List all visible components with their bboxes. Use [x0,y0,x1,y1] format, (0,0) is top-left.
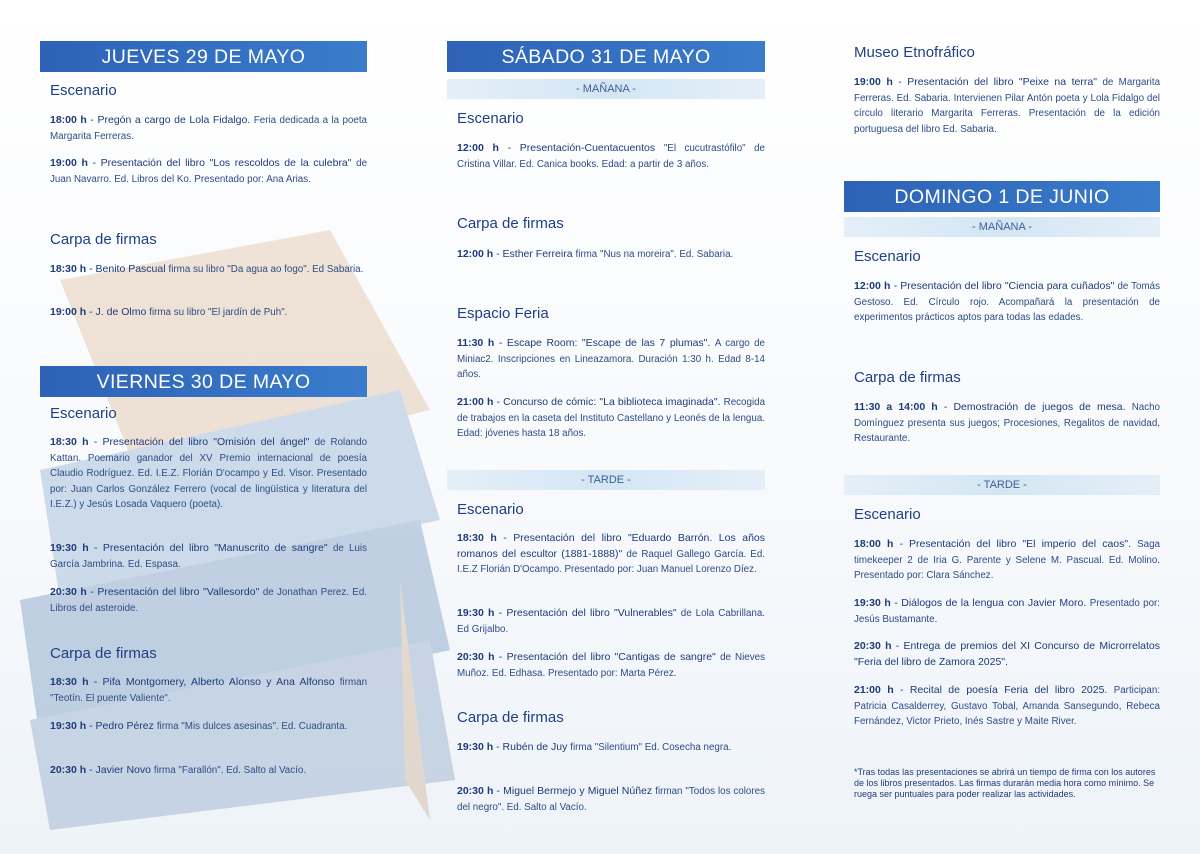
section-title-signing: Carpa de firmas [457,709,564,726]
event-entry: 20:30 h - Miguel Bermejo y Miguel Núñez firman "Todos los colores del negro". Ed. Salto al Vacío. [457,785,765,813]
event-entry: 20:30 h - Entrega de premios del XI Concurso de Microrrelatos "Feria del libro de Zamora 2025". [854,640,1161,668]
event-entry: 21:00 h - Concurso de cómic: "La biblioteca imaginada". Recogida de trabajos en la caseta del Instituto Castellano y Leonés de la lengua. Edad: jóvenes hasta 18 años. [457,396,766,439]
event-entry: 18:30 h - Benito Pascual firma su libro "Da agua ao fogo". Ed Sabaria. [50,263,364,275]
event-entry: 18:30 h - Pifa Montgomery, Alberto Alonso y Ana Alfonso firman "Teotín. El puente Valiente". [50,676,368,704]
event-entry: 19:30 h - Rubén de Juy firma "Silentium" Ed. Cosecha negra. [457,741,732,753]
day-header-sunday: DOMINGO 1 DE JUNIO [844,181,1160,212]
section-title-signing: Carpa de firmas [50,645,157,662]
afternoon-band: - TARDE - [844,475,1160,495]
event-entry: 12:00 h - Presentación-Cuentacuentos "El cucutrastófilo" de Cristina Villar. Ed. Canica books. Edad: a partir de 3 años. [457,142,766,170]
section-title-stage: Escenario [854,506,921,523]
event-entry: 20:30 h - Javier Novo firma "Farallón". Ed. Salto al Vacío. [50,764,307,776]
event-entry: 18:30 h - Presentación del libro "Omisión del ángel" de Rolando Kattan. Poemario ganador del XV Premio internacional de poesía Claudio Rodríguez. Ed. I.E.Z. Florián D'ocampo y Ed. Visor. Presentado por: Juan Carlos González Ferrero (vocal de lingüística y literatura del I.E.Z.) y Jesús Losada Vaquero (poeta). [50,436,368,510]
event-entry: 19:00 h - Presentación del libro "Los rescoldos de la culebra" de Juan Navarro. Ed. Libros del Ko. Presentado por: Ana Arias. [50,157,368,185]
morning-band: - MAÑANA - [447,79,765,99]
day-header-thursday: JUEVES 29 DE MAYO [40,41,367,72]
day-header-saturday: SÁBADO 31 DE MAYO [447,41,765,72]
event-entry: 19:30 h - Pedro Pérez firma "Mis dulces asesinas". Ed. Cuadranta. [50,720,348,732]
event-entry: 12:00 h - Presentación del libro "Ciencia para cuñados" de Tomás Gestoso. Ed. Círculo rojo. Acompañará la presentación de experimentos prácticos aptos para todas las edades. [854,280,1160,323]
event-entry: 19:00 h - J. de Olmo firma su libro "El jardín de Puh". [50,306,288,318]
event-entry: 12:00 h - Esther Ferreira firma "Nus na moreira". Ed. Sabaria. [457,248,734,260]
event-entry: 20:30 h - Presentación del libro "Cantigas de sangre" de Nieves Muñoz. Ed. Edhasa. Presentado por: Marta Pérez. [457,651,765,679]
event-entry: 20:30 h - Presentación del libro "Vallesordo" de Jonathan Perez. Ed. Libros del asteroide. [50,586,367,614]
section-title-fair: Espacio Feria [457,305,549,322]
event-entry: 11:30 a 14:00 h - Demostración de juegos de mesa. Nacho Domínguez presenta sus juegos; Procesiones, Regalitos de navidad, Restaurante. [854,401,1161,444]
event-entry: 21:00 h - Recital de poesía Feria del libro 2025. Participan: Patricia Casalderrey, Gustavo Tobal, Amanda Sansegundo, Rebeca Fernández, Victor Prieto, Inés Sastre y Maite River. [854,684,1160,727]
section-title-stage: Escenario [457,110,524,127]
section-title-signing: Carpa de firmas [50,231,157,248]
section-title-signing: Carpa de firmas [854,369,961,386]
section-title-stage: Escenario [457,501,524,518]
event-entry: 18:00 h - Pregón a cargo de Lola Fidalgo. Feria dedicada a la poeta Margarita Ferreras. [50,114,367,142]
event-entry: 19:30 h - Presentación del libro "Vulnerables" de Lola Cabrillana. Ed Grijalbo. [457,607,766,635]
section-title-stage: Escenario [50,405,117,422]
afternoon-band: - TARDE - [447,470,765,490]
event-entry: 19:30 h - Presentación del libro "Manuscrito de sangre" de Luis García Jambrina. Ed. Espasa. [50,542,368,570]
event-entry: 11:30 h - Escape Room: "Escape de las 7 plumas". A cargo de Miniac2. Inscripciones en Lineazamora. Duración 1:30 h. Edad 8-14 años. [457,337,766,380]
event-entry: 18:30 h - Presentación del libro "Eduardo Barrón. Los años romanos del escultor (1881-1888)" de Raquel Gallego García. Ed. I.E.Z Florián D'Ocampo. Presentado por: Juan Manuel Lorenzo Díez. [457,532,766,575]
event-entry: 19:30 h - Diálogos de la lengua con Javier Moro. Presentado por: Jesús Bustamante. [854,597,1161,625]
section-title-museum: Museo Etnofráfico [854,44,975,61]
event-entry: 19:00 h - Presentación del libro "Peixe na terra" de Margarita Ferreras. Ed. Sabaria. Intervienen Pilar Antón poeta y Lola Fidalgo del círculo literario Margarita Ferreras. Presentación de la edición portuguesa del libro Ed. Sabaria. [854,76,1161,135]
section-title-signing: Carpa de firmas [457,215,564,232]
event-entry: 18:00 h - Presentación del libro "El imperio del caos". Saga timekeeper 2 de Iria G. Parente y Selene M. Pascual. Ed. Molino. Presentado por: Clara Sánchez. [854,538,1161,581]
section-title-stage: Escenario [854,248,921,265]
day-header-friday: VIERNES 30 DE MAYO [40,366,367,397]
footnote: *Tras todas las presentaciones se abrirá un tiempo de firma con los autores de los libros presentados. Las firmas durarán media hora como mínimo. Se ruega ser puntuales para poder realizar las actividades. [854,767,1156,799]
section-title-stage: Escenario [50,82,117,99]
morning-band: - MAÑANA - [844,217,1160,237]
